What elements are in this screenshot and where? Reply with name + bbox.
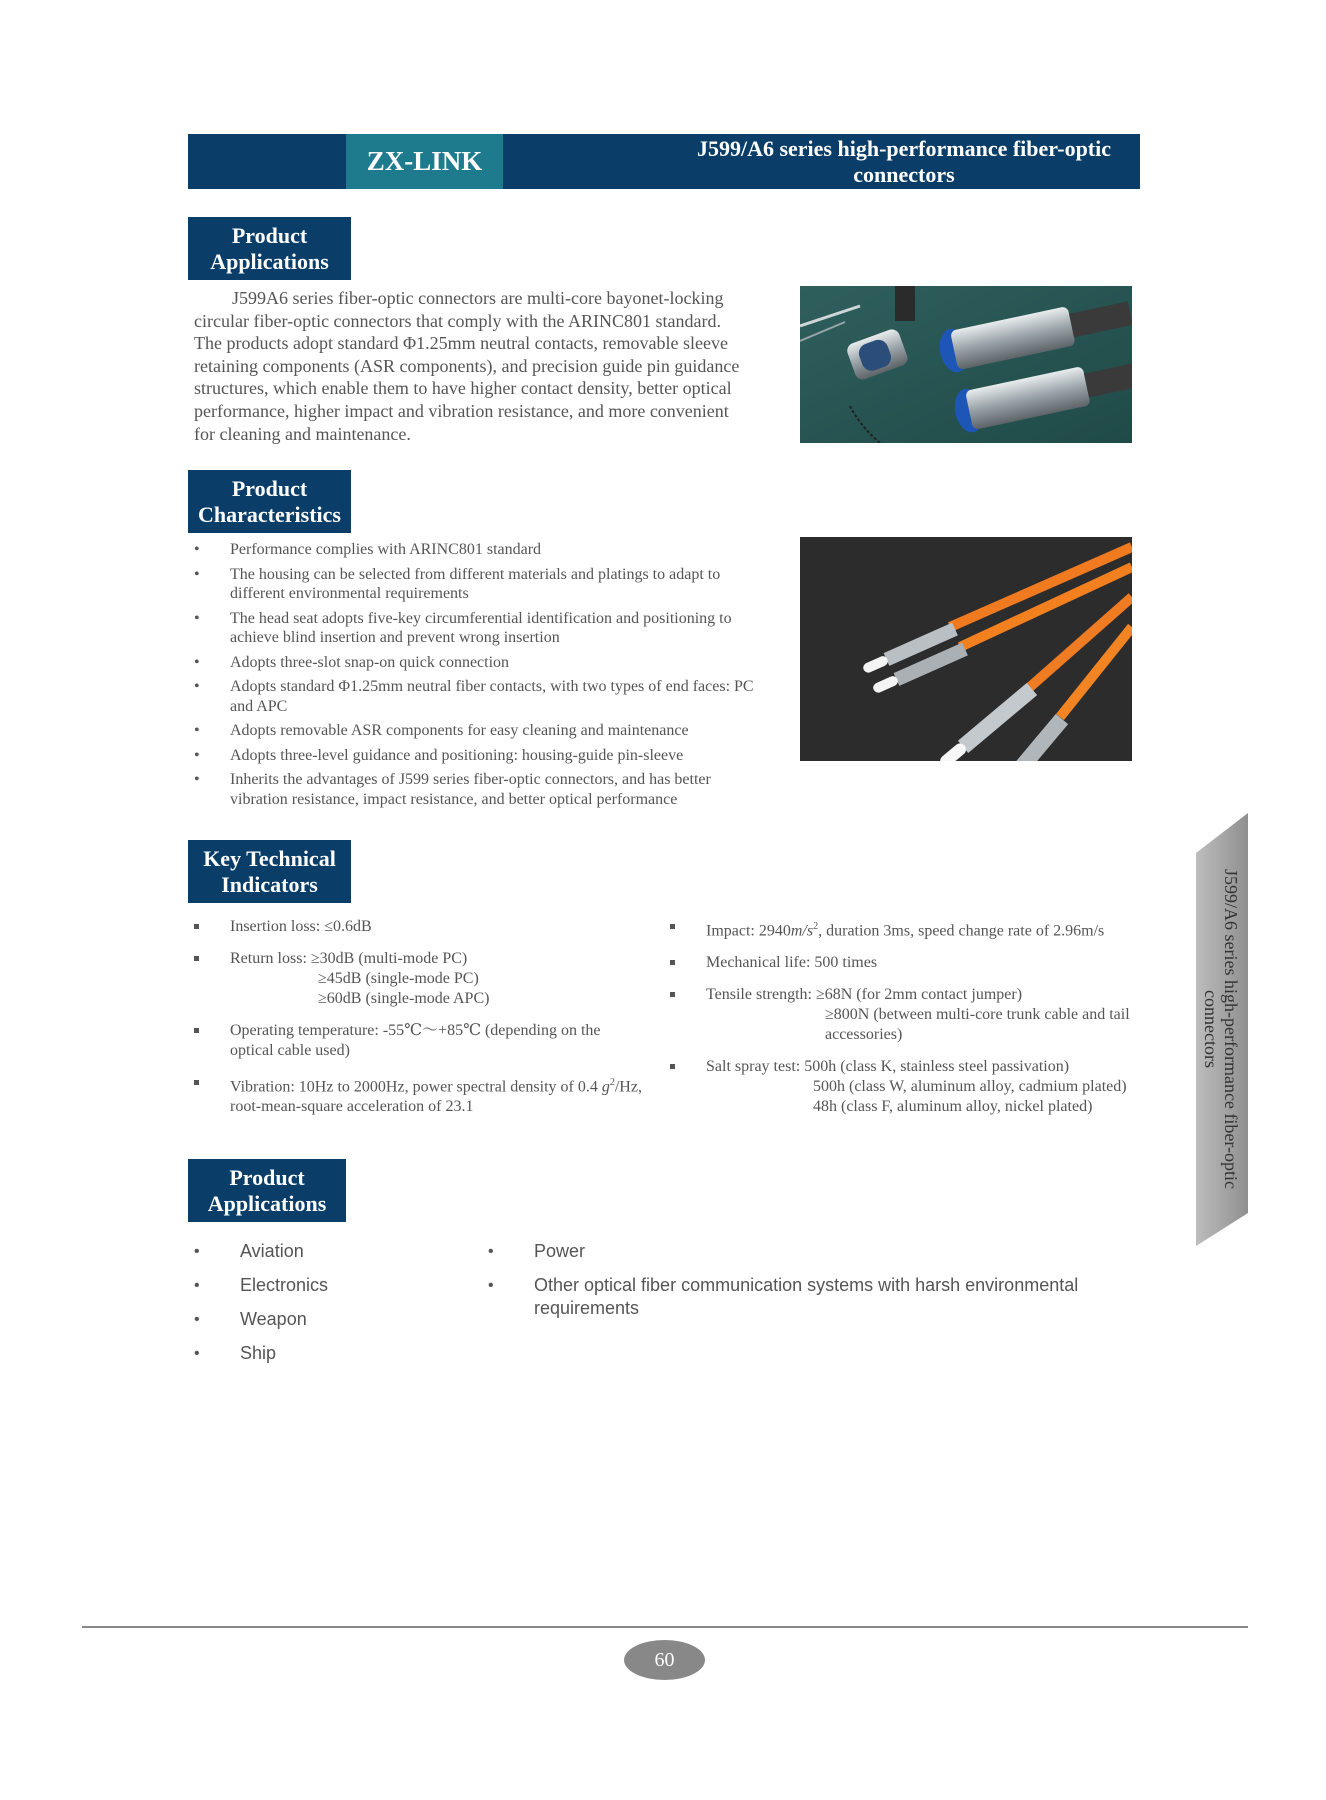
list-item: • Weapon	[194, 1309, 307, 1329]
characteristics-list	[194, 540, 754, 814]
indicator-item: Mechanical life: 500 times	[670, 953, 1140, 973]
section-label-text: Product Characteristics	[198, 475, 341, 527]
square-bullet-icon	[670, 992, 675, 997]
list-item: • Inherits the advantages of J599 series fiber-optic connectors, and has better vibration resistance, impact resistance, and better optical performance	[194, 771, 711, 808]
indicator-item: Salt spray test: 500h (class K, stainless steel passivation) 500h (class W, aluminum alloy, cadmium plated) 48h (class F, aluminum alloy, nickel plated)	[670, 1057, 1140, 1117]
round-bullet-icon: •	[488, 1243, 494, 1260]
list-item: • Adopts standard Φ1.25mm neutral fiber contacts, with two types of end faces: PC and APC	[194, 678, 754, 715]
indicator-item: Impact: $2940m/s^2$, duration 3ms, speed change rate of 2.96m/s	[670, 917, 1140, 941]
section-label-text: Key Technical Indicators	[203, 845, 336, 897]
list-item: • Other optical fiber communication systems with harsh environmental requirements	[488, 1275, 1079, 1318]
round-bullet-icon: •	[488, 1277, 494, 1294]
round-bullet-icon: •	[194, 653, 200, 671]
round-bullet-icon: •	[194, 565, 200, 583]
applications-left-list	[194, 1240, 444, 1376]
round-bullet-icon: •	[194, 1243, 200, 1260]
intro-text: J599A6 series fiber-optic connectors are multi-core bayonet-locking circular fiber-optic connectors that comply with the ARINC801 standard. The products adopt standard Φ1.25mm neutral contacts, removable sleeve retaining components (ASR components), and precision guide pin guidance structures, which enable them to have higher contact density, better optical performance, higher impact and vibration resistance, and more convenient for cleaning and maintenance.	[194, 288, 740, 444]
footer-divider	[82, 1626, 1248, 1628]
square-bullet-icon	[194, 956, 199, 961]
round-bullet-icon: •	[194, 746, 200, 764]
round-bullet-icon: •	[194, 609, 200, 627]
round-bullet-icon: •	[194, 1311, 200, 1328]
page-title: J599/A6 series high-performance fiber-optic connectors	[696, 135, 1112, 187]
round-bullet-icon: •	[194, 1277, 200, 1294]
indicator-item: Insertion loss: ≤0.6dB	[194, 917, 644, 937]
list-item: • Aviation	[194, 1241, 304, 1261]
list-item: • Electronics	[194, 1275, 329, 1295]
brand-logo: ZX-LINK	[346, 134, 503, 189]
indicators-left-column	[194, 917, 644, 1129]
list-item: • The housing can be selected from different materials and platings to adapt to different environmental requirements	[194, 565, 721, 602]
indicator-item: Vibration: 10Hz to 2000Hz, power spectral density of 0.4 $g^2/Hz$, root-mean-square acceleration of 23.1	[194, 1073, 644, 1117]
square-bullet-icon	[670, 924, 675, 929]
square-bullet-icon	[194, 1028, 199, 1033]
section-label-text: Product Applications	[210, 222, 329, 274]
section-label-text: Product Applications	[207, 1164, 327, 1216]
round-bullet-icon: •	[194, 771, 200, 788]
indicator-item: Tensile strength: ≥68N (for 2mm contact jumper) ≥800N (between multi-core trunk cable and tail accessories)	[670, 985, 1140, 1045]
side-tab-label: J599/A6 series high-performance fiber-optic connectors	[1201, 868, 1241, 1190]
round-bullet-icon: •	[194, 678, 200, 695]
fiber-contacts-photo	[800, 537, 1132, 761]
applications-right-list	[488, 1240, 1088, 1331]
list-item: • Adopts three-slot snap-on quick connection	[194, 653, 510, 671]
page-number: 60	[624, 1640, 705, 1680]
list-item: • The head seat adopts five-key circumferential identification and positioning to achieve blind insertion and prevent wrong insertion	[194, 609, 732, 646]
section-label-applications	[188, 217, 351, 280]
header-bar	[188, 134, 1140, 189]
indicator-item: Operating temperature: -55℃～+85℃ (depending on the optical cable used)	[194, 1021, 644, 1061]
round-bullet-icon: •	[194, 1345, 200, 1362]
square-bullet-icon	[670, 960, 675, 965]
indicators-right-column	[670, 917, 1140, 1129]
list-item: • Adopts three-level guidance and positioning: housing-guide pin-sleeve	[194, 746, 684, 764]
round-bullet-icon: •	[194, 722, 200, 739]
square-bullet-icon	[670, 1064, 675, 1069]
round-bullet-icon: •	[194, 541, 200, 558]
list-item: • Adopts removable ASR components for easy cleaning and maintenance	[194, 722, 689, 739]
list-item: • Ship	[194, 1343, 277, 1363]
list-item: • Power	[488, 1241, 586, 1261]
list-item: • Performance complies with ARINC801 standard	[194, 541, 542, 558]
square-bullet-icon	[194, 924, 199, 929]
section-label-applications-list	[188, 1159, 346, 1222]
connector-photo	[800, 286, 1132, 443]
intro-paragraph	[194, 287, 746, 445]
square-bullet-icon	[194, 1080, 199, 1085]
section-label-characteristics	[188, 470, 351, 533]
section-label-indicators	[188, 840, 351, 903]
indicator-item: Return loss: ≥30dB (multi-mode PC) ≥45dB (single-mode PC) ≥60dB (single-mode APC)	[194, 949, 644, 1009]
